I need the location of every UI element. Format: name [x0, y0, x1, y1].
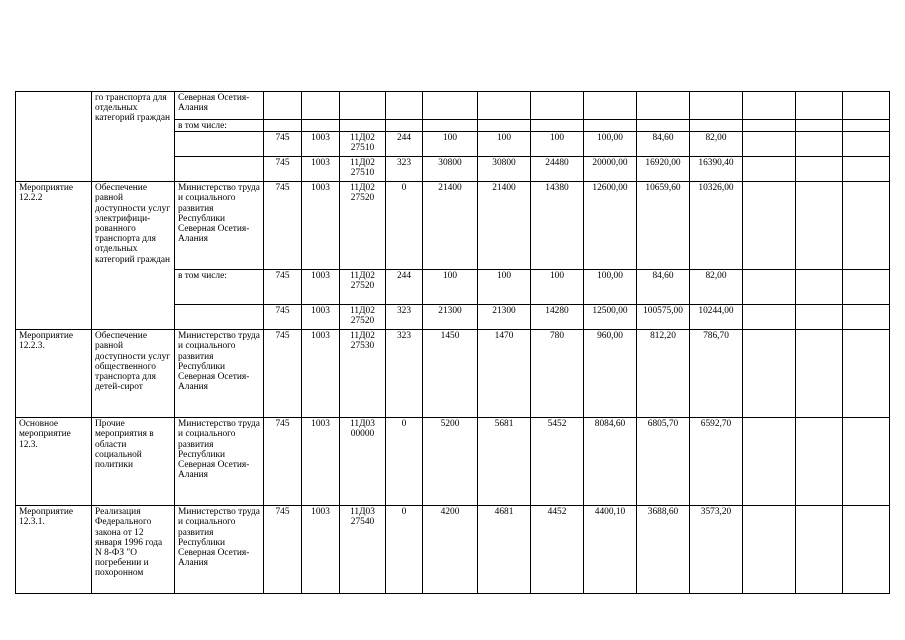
rzpr-cell: 1003: [302, 330, 340, 418]
amount-cell: 5681: [478, 418, 531, 506]
amount-cell: 8084,60: [584, 418, 637, 506]
table-cell: [340, 120, 386, 132]
amount-cell: 82,00: [690, 132, 743, 157]
amount-cell: 100: [423, 132, 478, 157]
amount-cell: 20000,00: [584, 157, 637, 182]
amount-cell: 812,20: [637, 330, 690, 418]
activity-name-cell: Обеспечение равной доступности услуг общественного транспорта для детей-сирот: [92, 330, 175, 418]
executor-cell: Северная Осетия-Алания: [175, 92, 264, 120]
table-row: [16, 506, 890, 594]
activity-code-cell: [16, 92, 92, 182]
executor-cell: в том числе:: [175, 120, 264, 132]
amount-cell: 100: [531, 270, 584, 305]
table-cell: [423, 120, 478, 132]
activity-name-cell: Реализация Федерального закона от 12 января 1996 года N 8-ФЗ "О погребении и похоронном: [92, 506, 175, 594]
table-cell: [386, 92, 423, 120]
vr-cell: 323: [386, 157, 423, 182]
table-row: [16, 330, 890, 418]
amount-cell: 4452: [531, 506, 584, 594]
executor-cell: Министерство труда и социального развития Республики Северная Осетия-Алания: [175, 182, 264, 270]
table-cell: [843, 182, 890, 270]
csr-cell: 11Д03 00000: [340, 418, 386, 506]
amount-cell: 100: [478, 132, 531, 157]
amount-cell: 30800: [478, 157, 531, 182]
table-cell: [531, 120, 584, 132]
table-cell: [843, 418, 890, 506]
table-cell: [796, 270, 843, 305]
rzpr-cell: 1003: [302, 418, 340, 506]
table-cell: [843, 506, 890, 594]
table-row: [16, 182, 890, 270]
rzpr-cell: 1003: [302, 182, 340, 270]
table-cell: [584, 120, 637, 132]
grbs-cell: 745: [264, 330, 302, 418]
amount-cell: 5452: [531, 418, 584, 506]
rzpr-cell: 1003: [302, 270, 340, 305]
table-cell: [843, 270, 890, 305]
table-cell: [478, 120, 531, 132]
rzpr-cell: 1003: [302, 305, 340, 330]
amount-cell: 30800: [423, 157, 478, 182]
grbs-cell: 745: [264, 157, 302, 182]
table-cell: [743, 182, 796, 270]
amount-cell: 100,00: [584, 132, 637, 157]
table-cell: [796, 92, 843, 120]
table-cell: [423, 92, 478, 120]
amount-cell: 10326,00: [690, 182, 743, 270]
table-cell: [264, 120, 302, 132]
csr-cell: 11Д02 27530: [340, 330, 386, 418]
table-cell: [843, 157, 890, 182]
table-cell: [690, 120, 743, 132]
table-cell: [743, 506, 796, 594]
amount-cell: 82,00: [690, 270, 743, 305]
table-cell: [743, 120, 796, 132]
amount-cell: 12600,00: [584, 182, 637, 270]
table-cell: [637, 120, 690, 132]
amount-cell: 24480: [531, 157, 584, 182]
table-cell: [743, 92, 796, 120]
grbs-cell: 745: [264, 270, 302, 305]
amount-cell: 100: [423, 270, 478, 305]
amount-cell: 5200: [423, 418, 478, 506]
csr-cell: 11Д02 27520: [340, 305, 386, 330]
table-cell: [531, 92, 584, 120]
activity-name-cell: Обеспечение равной доступности услуг электрифици-рованного транспорта для отдельных категорий граждан: [92, 182, 175, 330]
executor-cell: в том числе:: [175, 270, 264, 305]
executor-cell: [175, 157, 264, 182]
vr-cell: 323: [386, 330, 423, 418]
amount-cell: 6592,70: [690, 418, 743, 506]
table-cell: [690, 92, 743, 120]
amount-cell: 14380: [531, 182, 584, 270]
amount-cell: 780: [531, 330, 584, 418]
table-cell: [743, 132, 796, 157]
amount-cell: 100: [531, 132, 584, 157]
table-cell: [843, 132, 890, 157]
table-cell: [796, 506, 843, 594]
grbs-cell: 745: [264, 305, 302, 330]
vr-cell: 0: [386, 506, 423, 594]
table-cell: [796, 418, 843, 506]
vr-cell: 244: [386, 132, 423, 157]
table-cell: [743, 270, 796, 305]
amount-cell: 12500,00: [584, 305, 637, 330]
amount-cell: 16390,40: [690, 157, 743, 182]
amount-cell: 4681: [478, 506, 531, 594]
activity-name-cell: Прочие мероприятия в области социальной политики: [92, 418, 175, 506]
amount-cell: 10659,60: [637, 182, 690, 270]
amount-cell: 10244,00: [690, 305, 743, 330]
activity-name-cell: го транспорта для отдельных категорий граждан: [92, 92, 175, 182]
amount-cell: 786,70: [690, 330, 743, 418]
amount-cell: 3688,60: [637, 506, 690, 594]
table-cell: [796, 182, 843, 270]
amount-cell: 16920,00: [637, 157, 690, 182]
grbs-cell: 745: [264, 182, 302, 270]
rzpr-cell: 1003: [302, 506, 340, 594]
table-cell: [843, 120, 890, 132]
executor-cell: Министерство труда и социального развития Республики Северная Осетия-Алания: [175, 418, 264, 506]
executor-cell: [175, 305, 264, 330]
amount-cell: 4200: [423, 506, 478, 594]
amount-cell: 100,00: [584, 270, 637, 305]
amount-cell: 100: [478, 270, 531, 305]
table-cell: [478, 92, 531, 120]
activity-code-cell: Мероприятие 12.2.2: [16, 182, 92, 330]
table-cell: [743, 305, 796, 330]
vr-cell: 323: [386, 305, 423, 330]
amount-cell: 84,60: [637, 132, 690, 157]
executor-cell: Министерство труда и социального развития Республики Северная Осетия-Алания: [175, 506, 264, 594]
table-cell: [386, 120, 423, 132]
amount-cell: 21300: [423, 305, 478, 330]
rzpr-cell: 1003: [302, 157, 340, 182]
table-cell: [843, 330, 890, 418]
table-cell: [796, 157, 843, 182]
table-cell: [843, 305, 890, 330]
csr-cell: 11Д02 27520: [340, 270, 386, 305]
table-cell: [743, 157, 796, 182]
grbs-cell: 745: [264, 506, 302, 594]
table-cell: [796, 132, 843, 157]
table-cell: [796, 305, 843, 330]
table-cell: [796, 330, 843, 418]
amount-cell: 6805,70: [637, 418, 690, 506]
table-cell: [302, 92, 340, 120]
activity-code-cell: Мероприятие 12.2.3.: [16, 330, 92, 418]
table-cell: [584, 92, 637, 120]
activity-code-cell: Мероприятие 12.3.1.: [16, 506, 92, 594]
table-cell: [843, 92, 890, 120]
rzpr-cell: 1003: [302, 132, 340, 157]
vr-cell: 0: [386, 182, 423, 270]
vr-cell: 244: [386, 270, 423, 305]
table-cell: [796, 120, 843, 132]
table-cell: [302, 120, 340, 132]
table-cell: [340, 92, 386, 120]
vr-cell: 0: [386, 418, 423, 506]
amount-cell: 4400,10: [584, 506, 637, 594]
grbs-cell: 745: [264, 132, 302, 157]
amount-cell: 960,00: [584, 330, 637, 418]
budget-table: [15, 91, 890, 594]
amount-cell: 84,60: [637, 270, 690, 305]
amount-cell: 21300: [478, 305, 531, 330]
csr-cell: 11Д02 27520: [340, 182, 386, 270]
table-cell: [264, 92, 302, 120]
grbs-cell: 745: [264, 418, 302, 506]
activity-code-cell: Основное мероприятие 12.3.: [16, 418, 92, 506]
executor-cell: Министерство труда и социального развития Республики Северная Осетия-Алания: [175, 330, 264, 418]
amount-cell: 21400: [478, 182, 531, 270]
csr-cell: 11Д03 27540: [340, 506, 386, 594]
amount-cell: 21400: [423, 182, 478, 270]
amount-cell: 1450: [423, 330, 478, 418]
table-cell: [743, 418, 796, 506]
amount-cell: 100575,00: [637, 305, 690, 330]
table-row: [16, 418, 890, 506]
amount-cell: 1470: [478, 330, 531, 418]
amount-cell: 3573,20: [690, 506, 743, 594]
table-cell: [743, 330, 796, 418]
amount-cell: 14280: [531, 305, 584, 330]
csr-cell: 11Д02 27510: [340, 132, 386, 157]
csr-cell: 11Д02 27510: [340, 157, 386, 182]
executor-cell: [175, 132, 264, 157]
table-cell: [637, 92, 690, 120]
table-row: [16, 92, 890, 120]
